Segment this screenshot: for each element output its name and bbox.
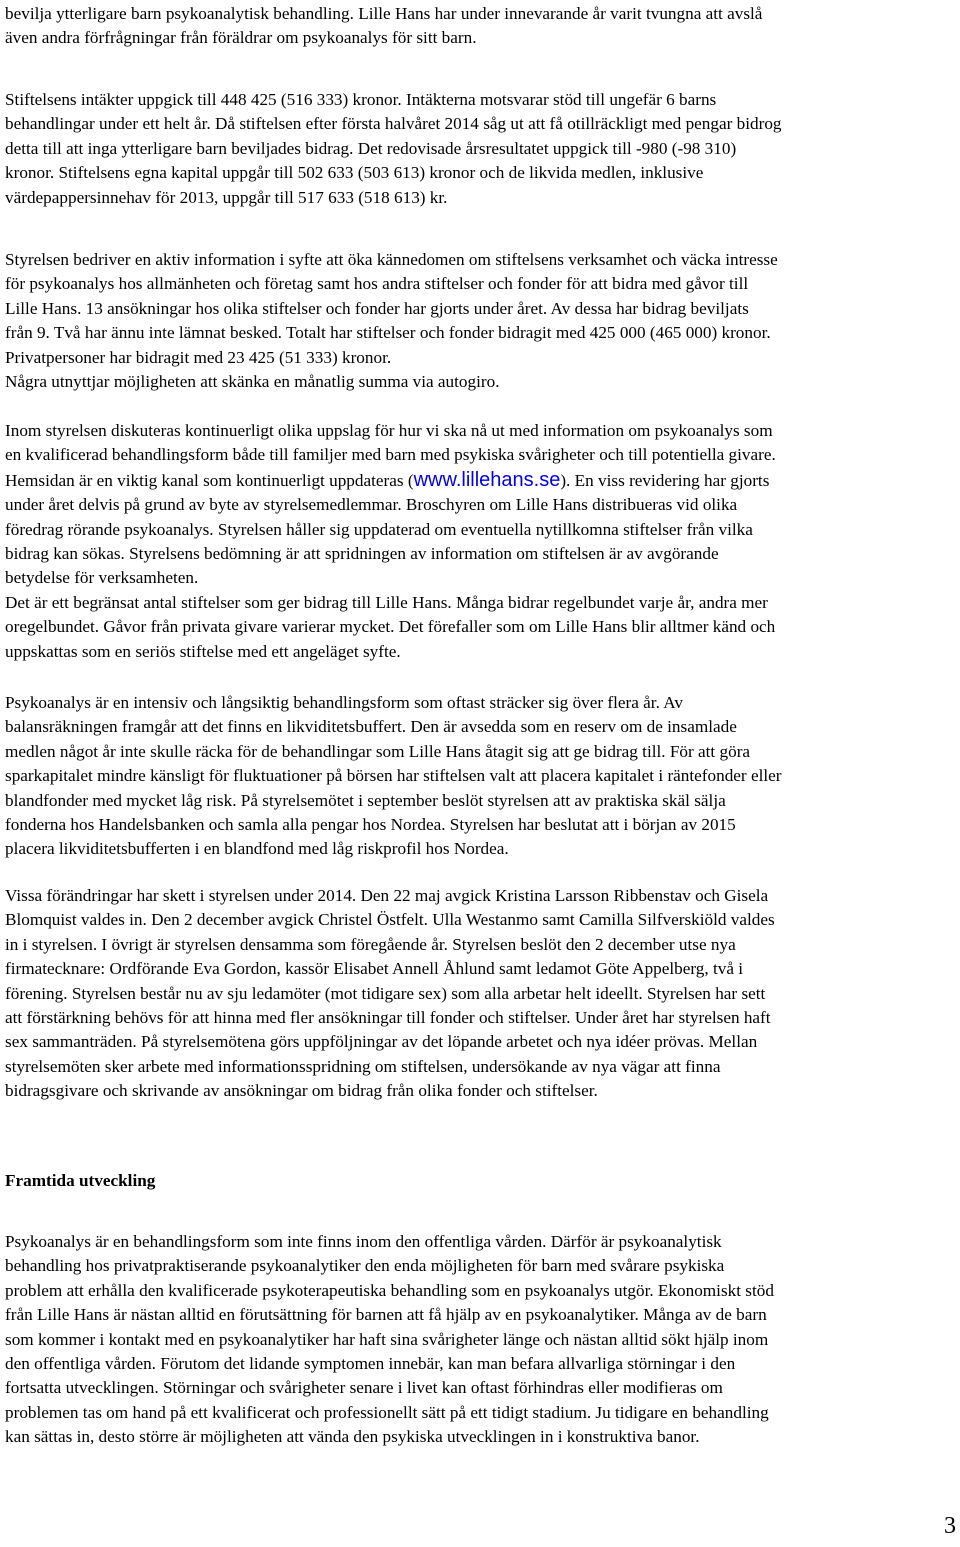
paragraph-continuation [5, 2, 955, 51]
text-line: detta till att inga ytterligare barn beviljades bidrag. Det redovisade årsresultatet uppgick till -980 (-98 310) [5, 138, 737, 158]
text-line: förening. Styrelsen består nu av sju ledamöter (mot tidigare sex) som alla arbetar helt ideellt. Styrelsen har sett [5, 983, 766, 1003]
text-line: fortsatta utvecklingen. Störningar och svårigheter senare i livet kan oftast förhindras eller modifieras om [5, 1378, 723, 1398]
text-line: även andra förfrågningar från föräldrar om psykoanalys för sitt barn. [5, 28, 477, 48]
text-line: Inom styrelsen diskuteras kontinuerligt olika uppslag för hur vi ska nå ut med information om psykoanalys som [5, 421, 773, 440]
text-line: som kommer i kontakt med en psykoanalytiker har haft sina svårigheter länge och nästan alltid sökt hjälp inom [5, 1329, 769, 1349]
page-number: 3 [944, 1513, 956, 1539]
text-line: från 9. Två har ännu inte lämnat besked. Totalt har stiftelser och fonder bidragit med 425 000 (465 000) kronor. [5, 323, 771, 343]
text-line: Styrelsen bedriver en aktiv information i syfte att öka kännedomen om stiftelsens verksamhet och väcka intresse [5, 250, 778, 269]
paragraph-liquidity [5, 691, 955, 862]
text-line: firmatecknare: Ordförande Eva Gordon, kassör Elisabet Annell Åhlund samt ledamot Göte Appelberg, två i [5, 959, 744, 979]
website-link[interactable]: www.lillehans.se [413, 468, 561, 491]
text-line: bevilja ytterligare barn psykoanalytisk behandling. Lille Hans har under innevarande år varit tvungna att avslå [5, 4, 763, 23]
text-line: betydelse för verksamheten. [5, 568, 199, 588]
text-line: blandfonder med mycket låg risk. På styrelsemötet i september beslöt styrelsen att av praktiska skäl sälja [5, 790, 726, 810]
text-line: behandlingar under ett helt år. Då stiftelsen efter första halvåret 2014 såg ut att få otillräckligt med pengar bidrog [5, 114, 782, 134]
text-line: den offentliga vården. Förutom det lidande symptomen innebär, kan man befara allvarliga störningar i den [5, 1354, 736, 1374]
text-line: en kvalificerad behandlingsform både till familjer med barn med psykiska svårigheter och till potentiella givare. [5, 445, 776, 465]
text-line: sparkapitalet mindre känsligt för fluktuationer på börsen har stiftelsen valt att placera kapitalet i räntefonder eller [5, 766, 782, 786]
text-line: att förstärkning behövs för att hinna med fler ansökningar till fonder och stiftelser. Under året har styrelsen haft [5, 1008, 771, 1028]
text-line: behandling hos privatpraktiserande psykoanalytiker den enda möjligheten för barn med svårare psykiska [5, 1256, 725, 1276]
text-line: för psykoanalys hos allmänheten och företag samt hos andra stiftelser och fonder för att bidra med gåvor till [5, 274, 749, 294]
text-line: medlen något år inte skulle räcka för de behandlingar som Lille Hans åtagit sig att ge bidrag till. För att göra [5, 741, 751, 761]
text-line: uppskattas som en seriös stiftelse med ett angeläget syfte. [5, 641, 401, 661]
text-line: sex sammanträden. På styrelsemötena görs uppföljningar av det löpande arbetet och nya idéer prövas. Mellan [5, 1032, 758, 1052]
text-line: Det är ett begränsat antal stiftelser som ger bidrag till Lille Hans. Många bidrar regelbundet varje år, andra mer [5, 592, 768, 612]
text-line: Lille Hans. 13 ansökningar hos olika stiftelser och fonder har gjorts under året. Av dessa har bidrag beviljats [5, 298, 749, 318]
text-line: Psykoanalys är en behandlingsform som inte finns inom den offentliga vården. Därför är psykoanalytisk [5, 1232, 722, 1251]
paragraph-future [5, 1230, 955, 1450]
text-line: problem att erhålla den kvalificerade psykoterapeutiska behandling som en psykoanalys utgör. Ekonomiskt stöd [5, 1280, 774, 1300]
paragraph-information [5, 248, 955, 394]
text-line: balansräkningen framgår att det finns en likviditetsbuffert. Den är avsedda som en reserv om de insamlade [5, 717, 737, 737]
text-line: bidragsgivare och skrivande av ansökningar om bidrag från olika fonder och stiftelser. [5, 1081, 598, 1101]
text-segment: ). En viss revidering har gjorts [560, 470, 770, 490]
paragraph-board-changes [5, 884, 955, 1104]
text-line: bidrag kan sökas. Styrelsens bedömning är att spridningen av information om stiftelsen är av avgörande [5, 544, 719, 564]
text-line: in i styrelsen. I övrigt är styrelsen densamma som föregående år. Styrelsen beslöt den 2 december utse nya [5, 934, 736, 954]
text-line: kan sättas in, desto större är möjligheten att vända den psykiska utvecklingen in i konstruktiva banor. [5, 1427, 700, 1447]
text-line: Psykoanalys är en intensiv och långsiktig behandlingsform som oftast sträcker sig över flera år. Av [5, 693, 683, 712]
text-line: från Lille Hans är nästan alltid en förutsättning för barnen att få hjälp av en psykoanalytiker. Många av de barn [5, 1305, 767, 1325]
text-line: Vissa förändringar har skett i styrelsen under 2014. Den 22 maj avgick Kristina Larsson Ribbenstav och Gisela [5, 886, 769, 905]
text-segment: Hemsidan är en viktig kanal som kontinuerligt uppdateras ( [5, 470, 414, 490]
text-line: placera likviditetsbufferten i en blandfond med låg riskprofil hos Nordea. [5, 839, 509, 859]
text-line [5, 468, 955, 493]
text-line: fonderna hos Handelsbanken och samla alla pengar hos Nordea. Styrelsen har beslutat att i början av 2015 [5, 815, 736, 835]
text-line: föredrag rörande psykoanalys. Styrelsen håller sig uppdaterad om eventuella nytillkomna stiftelser från vilka [5, 519, 753, 539]
text-line: kronor. Stiftelsens egna kapital uppgår till 502 633 (503 613) kronor och de likvida medlen, inklusive [5, 163, 704, 183]
text-line: under året delvis på grund av byte av styrelsemedlemmar. Broschyren om Lille Hans distribueras vid olika [5, 495, 738, 515]
paragraph-income [5, 88, 955, 210]
section-heading: Framtida utveckling [5, 1171, 156, 1190]
text-line: styrelsemöten sker arbete med informationsspridning om stiftelsen, undersökande av nya vägar att finna [5, 1056, 721, 1076]
paragraph-board-outreach [5, 419, 955, 664]
text-line: Några utnyttjar möjligheten att skänka en månatlig summa via autogiro. [5, 372, 500, 392]
text-line: Blomquist valdes in. Den 2 december avgick Christel Östfelt. Ulla Westanmo samt Camilla Silfverskiöld valdes [5, 910, 775, 930]
text-line: oregelbundet. Gåvor från privata givare varierar mycket. Det förefaller som om Lille Hans blir alltmer känd och [5, 617, 776, 637]
text-line: Stiftelsens intäkter uppgick till 448 425 (516 333) kronor. Intäkterna motsvarar stöd till ungefär 6 barns [5, 90, 717, 109]
text-line: värdepappersinnehav för 2013, uppgår till 517 633 (518 613) kr. [5, 187, 448, 207]
text-line: Privatpersoner har bidragit med 23 425 (51 333) kronor. [5, 347, 392, 367]
text-line: problemen tas om hand på ett kvalificerat och professionellt sätt på ett tidigt stadium. Ju tidigare en behandling [5, 1402, 769, 1422]
